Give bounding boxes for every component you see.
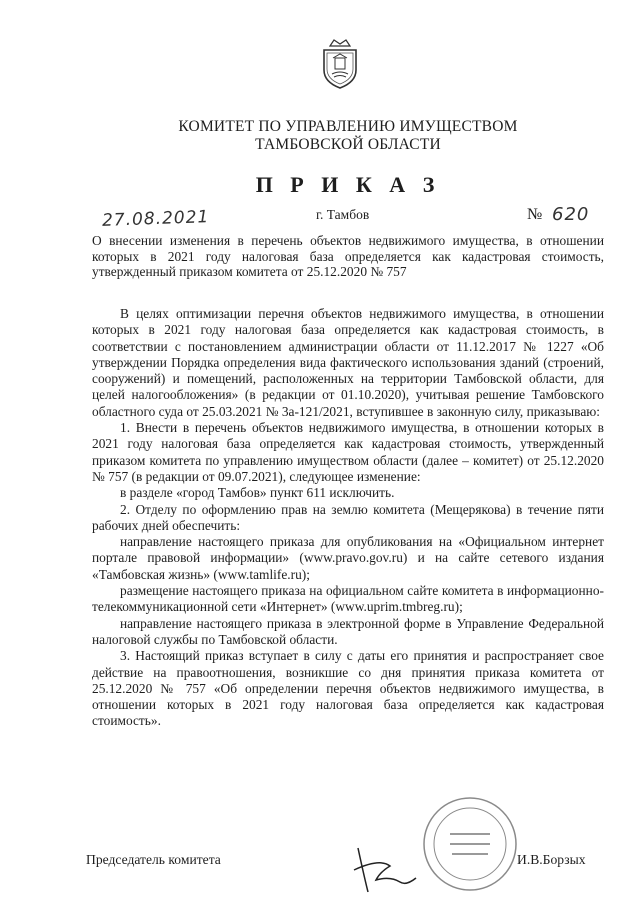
body-paragraph: 1. Внести в перечень объектов недвижимого имущества, в отношении которых в 2021 году налоговая база определяется как кадастровая стоимость, утвержденный приказом комитета по управлению имуществом области (далее – комитет) от 25.12.2020 № 757 (в редакции от 09.07.2021), следующее изменение: <box>92 420 604 484</box>
number-sign: № <box>527 206 543 223</box>
order-subject: О внесении изменения в перечень объектов недвижимого имущества, в отношении которых в 2021 году налоговая база определяется как кадастровая стоимость, утвержденный приказом комитета от 25.12.2020 № 757 <box>92 233 604 279</box>
signer-position: Председатель комитета <box>86 852 221 867</box>
organization-name-line2: ТАМБОВСКОЙ ОБЛАСТИ <box>255 136 441 153</box>
handwritten-order-number: 620 <box>552 204 590 225</box>
signer-name: И.В.Борзых <box>517 852 586 867</box>
body-paragraph: в разделе «город Тамбов» пункт 611 исключить. <box>120 485 395 501</box>
body-paragraph: размещение настоящего приказа на официальном сайте комитета в информационно-телекоммуникационной сети «Интернет» (www.uprim.tmbreg.ru); <box>92 583 604 615</box>
document-type-title: П Р И К А З <box>255 172 441 197</box>
order-body <box>92 306 604 730</box>
official-stamp <box>420 794 520 894</box>
organization-name-line1: КОМИТЕТ ПО УПРАВЛЕНИЮ ИМУЩЕСТВОМ <box>178 118 518 135</box>
city-label: г. Тамбов <box>316 207 370 222</box>
body-paragraph: В целях оптимизации перечня объектов недвижимого имущества, в отношении которых в 2021 году налоговая база определяется как кадастровая стоимость, в соответствии с постановлением администрации области от 11.12.2017 № 1227 «Об утверждении Порядка определения вида фактического использования зданий (строений, сооружений) и помещений, расположенных на территории Тамбовской области, для целей налогообложения» (в редакции от 01.10.2020), учитывая решение Тамбовского областного суда от 25.03.2021 № 3а-121/2021, вступившее в законную силу, приказываю: <box>92 306 604 419</box>
body-paragraph: направление настоящего приказа для опубликования на «Официальном интернет портале правовой информации» (www.pravo.gov.ru) и на сайте сетевого издания «Тамбовская жизнь» (www.tamlife.ru); <box>92 534 604 582</box>
tambov-coat-of-arms-icon <box>320 36 360 90</box>
body-paragraph: 3. Настоящий приказ вступает в силу с даты его принятия и распространяет свое действие на правоотношения, возникшие со дня принятия приказа комитета от 25.12.2020 № 757 «Об определении перечня объектов недвижимого имущества, в отношении которых в 2021 году налоговая база определяется как кадастровая стоимость». <box>92 648 604 729</box>
body-paragraph: 2. Отделу по оформлению прав на землю комитета (Мещерякова) в течение пяти рабочих дней обеспечить: <box>92 501 604 533</box>
handwritten-date: 27.08.2021 <box>101 207 210 231</box>
body-paragraph: направление настоящего приказа в электронной форме в Управление Федеральной налоговой службы по Тамбовской области. <box>92 615 604 647</box>
handwritten-signature <box>350 836 430 896</box>
